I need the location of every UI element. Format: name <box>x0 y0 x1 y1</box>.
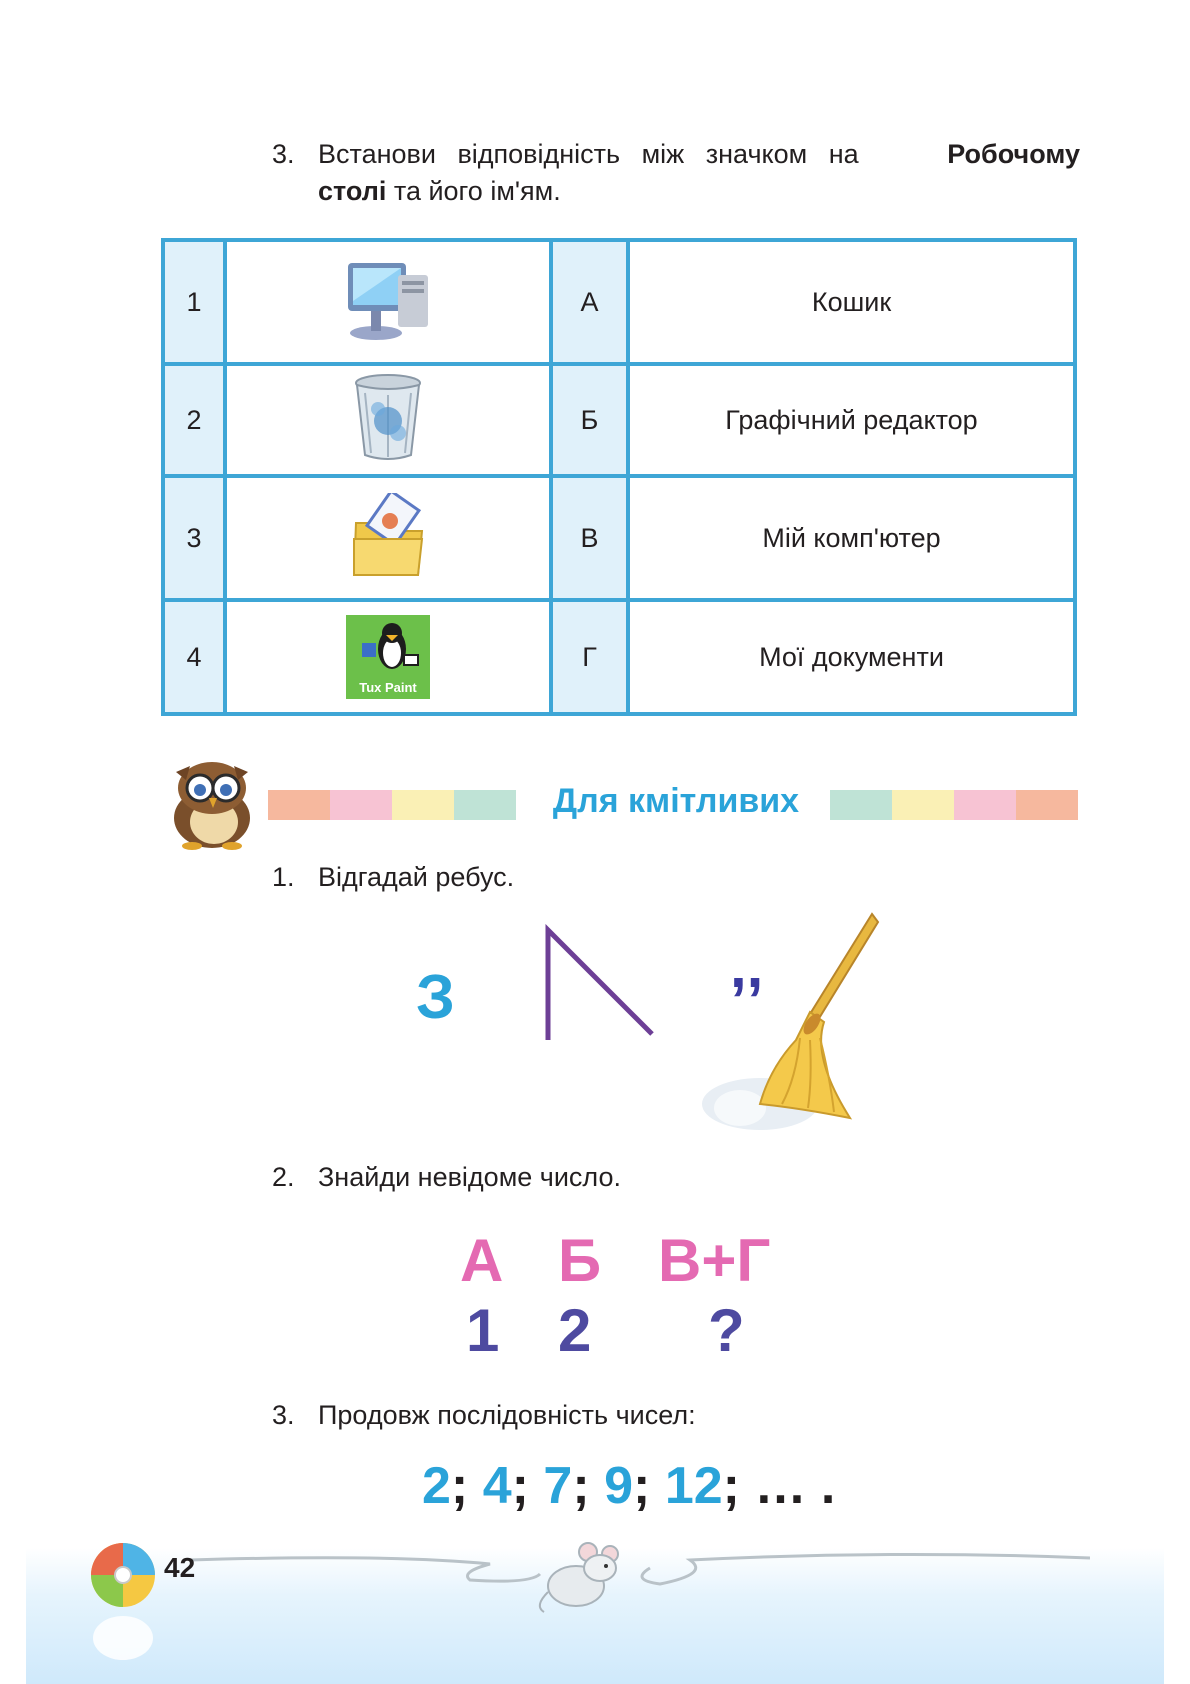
seq-number: 2 <box>422 1457 451 1515</box>
my-computer-icon <box>340 257 436 343</box>
puzzle2-letter-v-plus-g: В+Г <box>658 1227 771 1294</box>
puzzle1-number: 1. <box>272 862 295 892</box>
row-letter: В <box>551 476 628 600</box>
row-letter: Б <box>551 364 628 476</box>
ribbon-stripe-left-2 <box>330 790 392 820</box>
cd-disc-icon <box>88 1540 158 1662</box>
mouse-icon <box>530 1540 630 1614</box>
task3-number: 3. <box>272 139 295 169</box>
ribbon-stripe-left-4 <box>454 790 516 820</box>
task3-text-after: та його ім'ям. <box>393 176 561 206</box>
task3-bold-2: столі <box>318 176 387 206</box>
table-row <box>163 364 1075 476</box>
my-documents-folder-icon <box>348 493 428 579</box>
task3-bold-1: Робочому <box>947 139 1080 169</box>
footer-line-decoration <box>190 1544 1090 1614</box>
row-letter: А <box>551 240 628 364</box>
table-row <box>163 240 1075 364</box>
broom-icon <box>700 908 900 1136</box>
owl-icon <box>156 758 266 850</box>
row-number: 4 <box>163 600 225 714</box>
puzzle2-text: Знайди невідоме число. <box>318 1162 621 1192</box>
ribbon-stripe-left-1 <box>268 790 330 820</box>
ribbon-stripe-right-4 <box>1016 790 1078 820</box>
puzzle3-text: Продовж послідовність чисел: <box>318 1400 696 1430</box>
task3-heading <box>272 136 1080 210</box>
row-number: 2 <box>163 364 225 476</box>
task3-text-before: Встанови відповідність між значком на <box>318 139 859 169</box>
ribbon-stripe-right-2 <box>892 790 954 820</box>
puzzle2-letter-a: А <box>460 1227 504 1294</box>
section-title: Для кмітливих <box>552 782 800 820</box>
row-number: 1 <box>163 240 225 364</box>
puzzle2-value-1: 1 <box>466 1297 500 1364</box>
puzzle2-number: 2. <box>272 1162 295 1192</box>
table-row <box>163 600 1075 714</box>
row-name: Графічний редактор <box>628 364 1075 476</box>
row-name: Кошик <box>628 240 1075 364</box>
puzzle2-heading <box>272 1162 621 1193</box>
puzzle1-heading <box>272 862 514 893</box>
puzzle3-number: 3. <box>272 1400 295 1430</box>
table-row <box>163 476 1075 600</box>
seq-number: 4 <box>482 1457 512 1515</box>
rebus-angle-drawing <box>536 924 656 1042</box>
seq-number: 7 <box>543 1457 573 1515</box>
row-letter: Г <box>551 600 628 714</box>
ribbon-stripe-right-1 <box>830 790 892 820</box>
puzzle2-letter-b: Б <box>558 1227 602 1294</box>
ribbon-stripe-left-3 <box>392 790 454 820</box>
matching-table <box>161 238 1077 716</box>
row-name: Мій комп'ютер <box>628 476 1075 600</box>
row-number: 3 <box>163 476 225 600</box>
tux-paint-label: Tux Paint <box>359 680 417 695</box>
tux-paint-icon <box>346 615 430 699</box>
page-number: 42 <box>164 1552 196 1583</box>
puzzle3-heading <box>272 1400 696 1431</box>
seq-number: 9 <box>604 1457 634 1515</box>
seq-ending: … . <box>754 1457 836 1515</box>
number-sequence: 2; 4; 7; 9; 12; … . <box>422 1457 836 1515</box>
puzzle2-value-2: 2 <box>558 1297 592 1364</box>
seq-number: 12 <box>664 1457 723 1515</box>
rebus-letter-z: З <box>416 963 455 1032</box>
recycle-bin-icon <box>353 373 423 463</box>
rebus-quotes: ,, <box>730 933 764 1000</box>
ribbon-stripe-right-3 <box>954 790 1016 820</box>
puzzle1-text: Відгадай ребус. <box>318 862 515 892</box>
row-name: Мої документи <box>628 600 1075 714</box>
puzzle2-value-unknown: ? <box>708 1297 745 1364</box>
